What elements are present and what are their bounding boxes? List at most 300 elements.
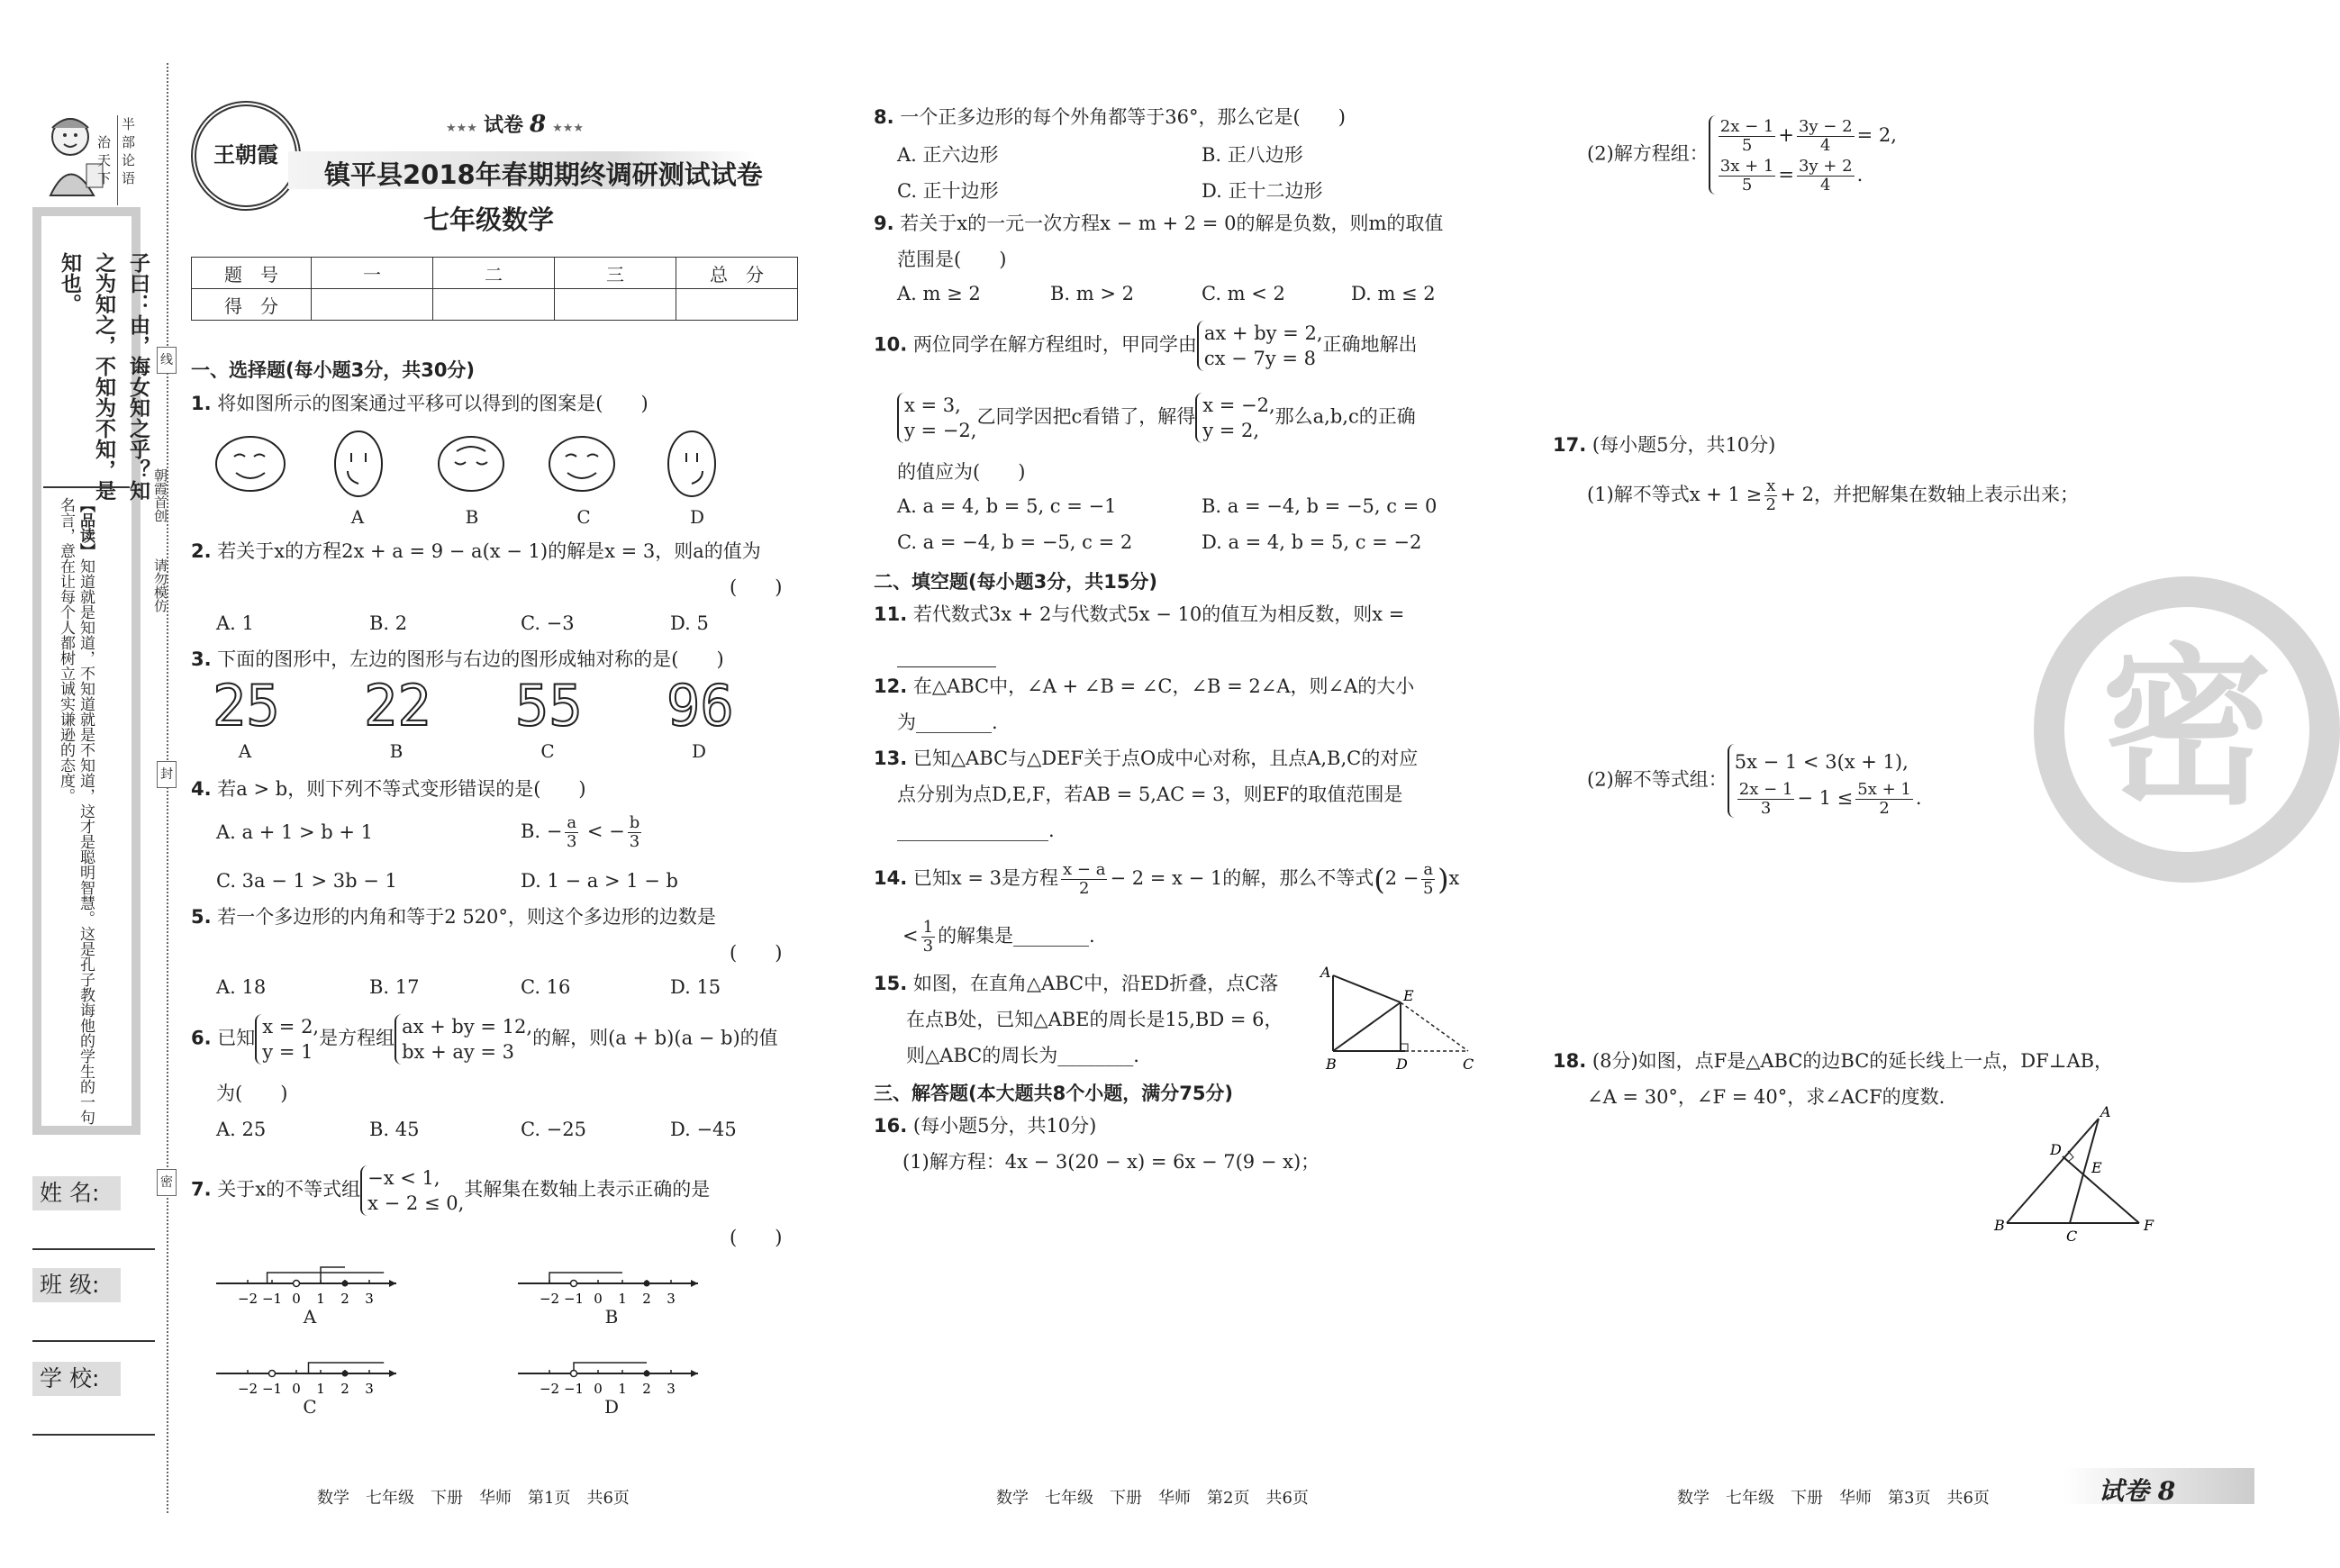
- system-line: bx + ay = 3: [402, 1041, 515, 1063]
- question-number: 17.: [1553, 434, 1587, 456]
- solution-bracket: [321, 1267, 345, 1283]
- option-c[interactable]: C. a = −4, b = −5, c = 2: [897, 531, 1133, 553]
- q3-figure-b[interactable]: 22: [364, 673, 431, 739]
- system-brace: [360, 1165, 464, 1216]
- score-table-header: 题 号: [192, 258, 312, 289]
- question-text: 若关于x的一元一次方程x − m + 2 = 0的解是负数，则m的取值: [900, 213, 1444, 234]
- system-brace: [395, 1014, 532, 1065]
- point-c: C: [1463, 1056, 1474, 1073]
- q1-original-face: [216, 437, 285, 491]
- numerator: a: [1423, 860, 1434, 879]
- school-field[interactable]: [32, 1434, 155, 1436]
- q7-label-a: A: [303, 1306, 317, 1328]
- tick-label: 1: [618, 1291, 627, 1307]
- reading-title: 【品读】: [77, 497, 95, 558]
- stars-left: ★★★: [446, 122, 477, 135]
- point-a: A: [1320, 964, 1331, 981]
- sidebar-quote: 子曰：由，诲女知之乎？知之为知之，不知为不知，是知也。: [58, 252, 150, 501]
- exam-tag: [446, 110, 584, 138]
- q3-figure-d[interactable]: 96: [667, 673, 734, 739]
- tick-label: −2: [237, 1381, 258, 1397]
- question-number: 13.: [874, 748, 908, 769]
- question-text: 若a > b，则下列不等式变形错误的是( ): [217, 778, 586, 800]
- denominator: 2: [1765, 495, 1776, 514]
- numerator: 2x − 1: [1719, 117, 1774, 136]
- numerator: 2x − 1: [1738, 780, 1793, 799]
- denominator: 4: [1820, 136, 1831, 155]
- hollow-point: [571, 1371, 577, 1377]
- question-1: [191, 391, 648, 416]
- question-15: [874, 971, 1278, 996]
- option-b[interactable]: B. 45: [369, 1119, 420, 1140]
- solid-point: [342, 1371, 349, 1377]
- question-18-line2: ∠A = 30°，∠F = 40°，求∠ACF的度数.: [1587, 1086, 1945, 1108]
- option-d[interactable]: D. 5: [670, 612, 709, 634]
- sidebar-divider: [43, 486, 130, 488]
- numerator: x: [1766, 476, 1776, 495]
- question-text-post: 正确地解出: [1322, 333, 1418, 356]
- q3-label-d: D: [691, 740, 707, 762]
- question-4: [191, 776, 586, 802]
- question-16-part2: [1587, 115, 1897, 195]
- tick-label: 0: [594, 1381, 603, 1397]
- page-title: 镇平县2018年春期期终调研测试试卷: [324, 159, 763, 190]
- question-number: 8.: [874, 106, 894, 128]
- system-line: −x < 1,: [367, 1167, 440, 1189]
- option-b-mid: < −: [586, 820, 625, 842]
- numberline-b[interactable]: [518, 1273, 698, 1307]
- question-number: 18.: [1553, 1050, 1587, 1072]
- motto-char: 半: [122, 116, 136, 132]
- solid-point: [342, 1281, 349, 1287]
- name-field[interactable]: [32, 1248, 155, 1250]
- tick-label: −2: [539, 1381, 560, 1397]
- system-brace: [1195, 393, 1274, 443]
- option-a[interactable]: A. m ≥ 2: [897, 283, 981, 304]
- period: .: [1856, 164, 1864, 186]
- point-label: C: [2066, 1228, 2078, 1245]
- fraction: [1061, 861, 1107, 898]
- question-text-post: 其解集在数轴上表示正确的是: [464, 1178, 711, 1201]
- system-line: ax + by = 2,: [1203, 322, 1323, 344]
- question-text-pre: 已知: [217, 1027, 256, 1049]
- question-17: [1553, 432, 1775, 458]
- option-d[interactable]: D. m ≤ 2: [1351, 283, 1436, 304]
- question-14-line2[interactable]: [902, 919, 1095, 956]
- score-table-header-row: [192, 258, 798, 289]
- numerator: a: [567, 813, 577, 832]
- q11-answer-blank[interactable]: [897, 666, 996, 667]
- system-brace: [897, 393, 976, 443]
- option-a[interactable]: A. 25: [216, 1119, 267, 1140]
- q3-label-c: C: [540, 740, 555, 762]
- fraction: [1421, 861, 1435, 898]
- option-b[interactable]: B. a = −4, b = −5, c = 0: [1202, 495, 1438, 517]
- system-brace: [255, 1014, 319, 1065]
- question-number: 15.: [874, 973, 908, 994]
- less-than: <: [902, 925, 919, 947]
- operator: =: [1778, 164, 1794, 186]
- q1-label-d: D: [689, 506, 705, 528]
- tick-label: 3: [667, 1291, 676, 1307]
- question-2: [191, 539, 761, 564]
- option-d[interactable]: D. 正十二边形: [1202, 180, 1323, 202]
- motto-char: 语: [122, 170, 136, 186]
- option-b[interactable]: B. 17: [369, 976, 420, 998]
- tick-label: 2: [340, 1381, 349, 1397]
- tick-label: 3: [667, 1381, 676, 1397]
- question-15-line2: 在点B处，已知△ABE的周长是15,BD = 6，: [906, 1009, 1283, 1030]
- q7-label-b: B: [604, 1306, 619, 1328]
- numerator: 1: [922, 918, 934, 937]
- question-number: 11.: [874, 603, 908, 625]
- q3-label-b: B: [389, 740, 404, 762]
- point-label: B: [1994, 1217, 2005, 1234]
- question-10-line3: 的值应为( ): [897, 461, 1026, 483]
- part-text: (1)解不等式x + 1 ≥: [1587, 484, 1763, 505]
- question-number: 5.: [191, 906, 212, 928]
- section-3-heading: 三、解答题(本大题共8个小题，满分75分): [874, 1083, 1234, 1104]
- question-6-line2: 为( ): [216, 1083, 288, 1104]
- option-a[interactable]: A. 正六边形: [897, 144, 999, 166]
- question-number: 3.: [191, 648, 212, 670]
- q3-figure-a[interactable]: 25: [213, 673, 280, 739]
- numerator: 5x + 1: [1857, 780, 1911, 799]
- denominator: 2: [1879, 799, 1890, 818]
- motto-char: 论: [122, 152, 136, 168]
- question-text-pre: 已知x = 3是方程: [912, 867, 1059, 889]
- question-text: 下面的图形中，左边的图形与右边的图形成轴对称的是( ): [217, 648, 724, 670]
- option-d[interactable]: D. 1 − a > 1 − b: [521, 870, 678, 892]
- fraction: [1737, 781, 1795, 818]
- q1-option-d[interactable]: [668, 431, 715, 496]
- point-label: A: [2100, 1103, 2111, 1120]
- question-3: [191, 647, 724, 672]
- fraction: [1719, 158, 1776, 195]
- question-15-line3[interactable]: 则△ABC的周长为________.: [906, 1045, 1139, 1066]
- question-number: 9.: [874, 213, 894, 234]
- tick-label: −1: [563, 1381, 585, 1397]
- motto-col2: [97, 133, 115, 187]
- stars-right: ★★★: [552, 122, 585, 135]
- system-brace: [1709, 115, 1897, 195]
- system-line: y = 2,: [1202, 420, 1260, 441]
- point-label: E: [2091, 1159, 2102, 1176]
- question-text-mid: − 2 = x − 1的解，那么不等式: [1110, 867, 1374, 889]
- q1-label-a: A: [350, 506, 365, 528]
- option-c[interactable]: C. −25: [521, 1119, 586, 1140]
- fraction: [1855, 781, 1913, 818]
- option-b-prefix: B. −: [521, 820, 563, 842]
- operator: +: [1778, 124, 1794, 146]
- point-label: F: [2144, 1217, 2154, 1234]
- question-5: [191, 904, 716, 929]
- question-text-post2: 那么a,b,c的正确: [1274, 405, 1416, 428]
- system-line: x = 3,: [904, 394, 961, 416]
- part-text: + 2，并把解集在数轴上表示出来；: [1780, 484, 2079, 505]
- solution-bracket: [549, 1273, 622, 1283]
- option-c[interactable]: C. 16: [521, 976, 571, 998]
- question-number: 6.: [191, 1027, 212, 1049]
- part-label: (2)解方程组：: [1587, 142, 1709, 165]
- question-16: [874, 1113, 1096, 1138]
- question-text: 一个正多边形的每个外角都等于36°，那么它是( ): [900, 106, 1346, 128]
- operator: − 1 ≤: [1797, 787, 1854, 809]
- option-d[interactable]: D. −45: [670, 1119, 737, 1140]
- q3-figure-c[interactable]: 55: [515, 673, 583, 739]
- question-number: 1.: [191, 393, 212, 414]
- question-text-end: 的解集是________.: [938, 925, 1095, 947]
- answer-paren[interactable]: ( ): [730, 942, 783, 964]
- motto-char: 天: [97, 152, 112, 168]
- question-10: [874, 321, 1418, 371]
- question-text-pre: 两位同学在解方程组时，甲同学由: [912, 333, 1197, 356]
- question-text: 如图，在直角△ABC中，沿ED折叠，点C落: [912, 973, 1279, 994]
- reading-text: 知道就是知道，不知道就是不知道，这才是聪明智慧。这是孔子教诲他的学生的一句名言，意在让每个人都树立诚实谦逊的态度。: [57, 497, 95, 1125]
- option-b[interactable]: B. 正八边形: [1202, 144, 1303, 166]
- fraction: [921, 919, 935, 956]
- confidential-stamp: [2034, 576, 2340, 883]
- hollow-point: [269, 1371, 276, 1377]
- class-field[interactable]: [32, 1340, 155, 1342]
- axis-arrow: [691, 1370, 698, 1377]
- question-text-pre: 关于x的不等式组: [217, 1178, 361, 1201]
- option-b[interactable]: B. m > 2: [1050, 283, 1135, 304]
- q7-label-d: D: [603, 1396, 620, 1418]
- logo-badge: [191, 101, 301, 211]
- q1-label-b: B: [465, 506, 479, 528]
- q1-option-a[interactable]: [335, 431, 382, 496]
- denominator: 5: [1422, 879, 1434, 898]
- hollow-point: [571, 1281, 577, 1287]
- option-d[interactable]: D. 15: [670, 976, 721, 998]
- question-text-post: x: [1448, 867, 1460, 889]
- footer-page-3: 数学 七年级 下册 华师 第3页 共6页: [1677, 1489, 1990, 1508]
- axis-arrow: [389, 1370, 396, 1377]
- tick-label: −2: [237, 1291, 258, 1307]
- logo-text: 王朝霞: [213, 141, 278, 168]
- question-text: 若一个多边形的内角和等于2 520°，则这个多边形的边数是: [217, 906, 716, 928]
- q1-label-c: C: [576, 506, 591, 528]
- motto-char: 下: [97, 170, 112, 186]
- question-text-mid: 乙同学因把c看错了，解得: [976, 405, 1196, 428]
- hollow-point: [294, 1281, 300, 1287]
- fraction: [628, 814, 642, 851]
- seal-mark-2: 封: [157, 761, 177, 788]
- solution-bracket: [574, 1363, 647, 1373]
- tick-label: −1: [261, 1381, 283, 1397]
- tick-label: −1: [563, 1291, 585, 1307]
- q7-label-c: C: [303, 1396, 317, 1418]
- question-16-part1: (1)解方程：4x − 3(20 − x) = 6x − 7(9 − x)；: [902, 1151, 1320, 1173]
- question-number: 7.: [191, 1178, 212, 1201]
- fraction: [565, 814, 578, 851]
- system-line: x = 2,: [262, 1016, 320, 1038]
- page-subtitle: 七年级数学: [423, 204, 555, 235]
- numberline-c[interactable]: [216, 1363, 396, 1397]
- score-table: [191, 257, 798, 321]
- tip-original: 朝霞首创: [152, 468, 168, 522]
- question-6: [191, 1014, 778, 1065]
- option-b[interactable]: B. 2: [369, 612, 408, 634]
- name-field-label: 姓 名:: [32, 1176, 121, 1210]
- question-7: [191, 1165, 710, 1216]
- exam-tag-label: 试卷: [483, 113, 523, 137]
- q1-option-c[interactable]: [549, 437, 614, 491]
- footer-tag: 试卷 8: [2099, 1476, 2176, 1506]
- denominator: 2: [1079, 879, 1090, 898]
- score-table-row: [192, 289, 798, 321]
- fraction: [1797, 118, 1855, 155]
- numberline-a[interactable]: [216, 1267, 396, 1307]
- denominator: 5: [1741, 176, 1753, 195]
- question-17-part2: [1587, 744, 1922, 818]
- score-cell[interactable]: [555, 289, 676, 321]
- tick-label: 3: [365, 1291, 374, 1307]
- axis-arrow: [691, 1280, 698, 1287]
- denominator: 3: [1760, 799, 1772, 818]
- point-e: E: [1403, 987, 1414, 1004]
- system-line: x = −2,: [1202, 394, 1275, 416]
- section-1-heading: 一、选择题(每小题3分，共30分): [191, 359, 476, 381]
- question-text-mid: 是方程组: [319, 1027, 395, 1049]
- tick-label: 1: [316, 1291, 325, 1307]
- solid-point: [644, 1281, 650, 1287]
- tick-label: 1: [316, 1381, 325, 1397]
- tick-label: 1: [618, 1381, 627, 1397]
- question-text: 在△ABC中，∠A + ∠B = ∠C，∠B = 2∠A，则∠A的大小: [912, 675, 1415, 697]
- answer-paren[interactable]: ( ): [730, 1227, 783, 1248]
- question-9: [874, 211, 1443, 236]
- question-12-line2[interactable]: 为________.: [897, 711, 998, 733]
- tick-label: 3: [365, 1381, 374, 1397]
- question-11: [874, 602, 1404, 627]
- numberline-d[interactable]: [518, 1363, 698, 1397]
- tick-label: 2: [642, 1381, 651, 1397]
- question-8: [874, 104, 1346, 130]
- exam-tag-number: 8: [529, 111, 547, 138]
- score-cell[interactable]: [676, 289, 798, 321]
- fraction: [1764, 477, 1777, 514]
- tick-label: 0: [292, 1291, 301, 1307]
- option-c[interactable]: C. 正十边形: [897, 180, 999, 202]
- question-text: 若代数式3x + 2与代数式5x − 10的值互为相反数，则x =: [912, 603, 1405, 625]
- question-12: [874, 674, 1414, 699]
- stamp-text: 密: [2100, 629, 2272, 828]
- tick-label: 2: [340, 1291, 349, 1307]
- system-line: ax + by = 12,: [402, 1016, 533, 1038]
- question-number: 16.: [874, 1115, 908, 1137]
- option-a[interactable]: A. 1: [216, 612, 254, 634]
- option-c[interactable]: C. −3: [521, 612, 575, 634]
- system-line: x − 2 ≤ 0,: [367, 1192, 465, 1214]
- option-c[interactable]: C. 3a − 1 > 3b − 1: [216, 870, 397, 892]
- denominator: 3: [922, 937, 934, 956]
- question-text: 已知△ABC与△DEF关于点O成中心对称，且点A,B,C的对应: [912, 748, 1419, 769]
- score-cell[interactable]: [433, 289, 555, 321]
- numerator: 3x + 1: [1719, 157, 1774, 176]
- score-table-header: 二: [433, 258, 555, 289]
- question-13: [874, 746, 1418, 771]
- question-number: 14.: [874, 867, 908, 889]
- answer-paren[interactable]: ( ): [730, 576, 783, 598]
- system-line: y = −2,: [904, 420, 977, 441]
- question-number: 12.: [874, 675, 908, 697]
- score-table-header: 一: [312, 258, 433, 289]
- axis-arrow: [389, 1280, 396, 1287]
- score-table-header: 三: [555, 258, 676, 289]
- q1-figures: [207, 428, 748, 500]
- question-number: 10.: [874, 333, 908, 356]
- seal-mark-3: 密: [157, 1169, 177, 1196]
- motto-col1: [122, 115, 140, 187]
- system-line: y = 1: [262, 1041, 313, 1063]
- system-brace: [1197, 321, 1323, 371]
- question-13-line3[interactable]: ________________.: [897, 820, 1055, 841]
- q3-label-a: A: [238, 740, 252, 762]
- question-17-part1: [1587, 477, 2079, 514]
- period: .: [1915, 787, 1922, 809]
- right-angle-mark: [2068, 1151, 2073, 1162]
- tick-label: 2: [642, 1291, 651, 1307]
- score-cell[interactable]: [312, 289, 433, 321]
- q1-option-b[interactable]: [439, 437, 503, 491]
- denominator: 5: [1741, 136, 1753, 155]
- question-number: 4.: [191, 778, 212, 800]
- numerator: 3y + 2: [1798, 157, 1853, 176]
- seal-mark-1: 线: [157, 347, 177, 374]
- denominator: 3: [629, 832, 640, 851]
- part-label: (2)解不等式组：: [1587, 768, 1728, 791]
- option-d[interactable]: D. a = 4, b = 5, c = −2: [1202, 531, 1422, 553]
- option-a[interactable]: A. a = 4, b = 5, c = −1: [897, 495, 1117, 517]
- school-field-label: 学 校:: [32, 1362, 121, 1396]
- score-table-header: 总 分: [676, 258, 798, 289]
- fraction: [1719, 118, 1776, 155]
- footer-page-2: 数学 七年级 下册 华师 第2页 共6页: [996, 1489, 1309, 1508]
- question-number: 2.: [191, 540, 212, 562]
- denominator: 4: [1820, 176, 1831, 195]
- point-d: D: [1396, 1056, 1408, 1073]
- equals: = 2,: [1856, 124, 1897, 146]
- numerator: x − a: [1063, 860, 1106, 879]
- question-10-line2: [897, 393, 1416, 443]
- system-line: 5x − 1 < 3(x + 1),: [1734, 751, 1909, 773]
- footer-page-1: 数学 七年级 下册 华师 第1页 共6页: [317, 1489, 630, 1508]
- q7-number-lines: [207, 1256, 766, 1428]
- motto-char: 治: [97, 134, 112, 150]
- numerator: 3y − 2: [1798, 117, 1853, 136]
- option-a[interactable]: A. 18: [216, 976, 267, 998]
- question-text-post: 的解，则(a + b)(a − b)的值: [532, 1027, 778, 1049]
- q15-triangle-figure: [1315, 964, 1477, 1076]
- q18-triangle-figure: [1991, 1103, 2162, 1245]
- system-line: cx − 7y = 8: [1203, 348, 1316, 369]
- question-text: (每小题5分，共10分): [1592, 434, 1776, 456]
- option-c[interactable]: C. m < 2: [1202, 283, 1285, 304]
- point-b: B: [1326, 1056, 1337, 1073]
- question-text: (8分)如图，点F是△ABC的边BC的延长线上一点，DF⊥AB，: [1592, 1050, 2114, 1072]
- motto-box: [117, 115, 143, 205]
- tick-label: −1: [261, 1291, 283, 1307]
- option-b[interactable]: [521, 814, 644, 851]
- option-a[interactable]: A. a + 1 > b + 1: [216, 821, 374, 843]
- score-row-label: 得 分: [192, 289, 312, 321]
- section-2-heading: 二、填空题(每小题3分，共15分): [874, 571, 1158, 593]
- tick-label: 0: [292, 1381, 301, 1397]
- tick-label: −2: [539, 1291, 560, 1307]
- solid-point: [644, 1371, 650, 1377]
